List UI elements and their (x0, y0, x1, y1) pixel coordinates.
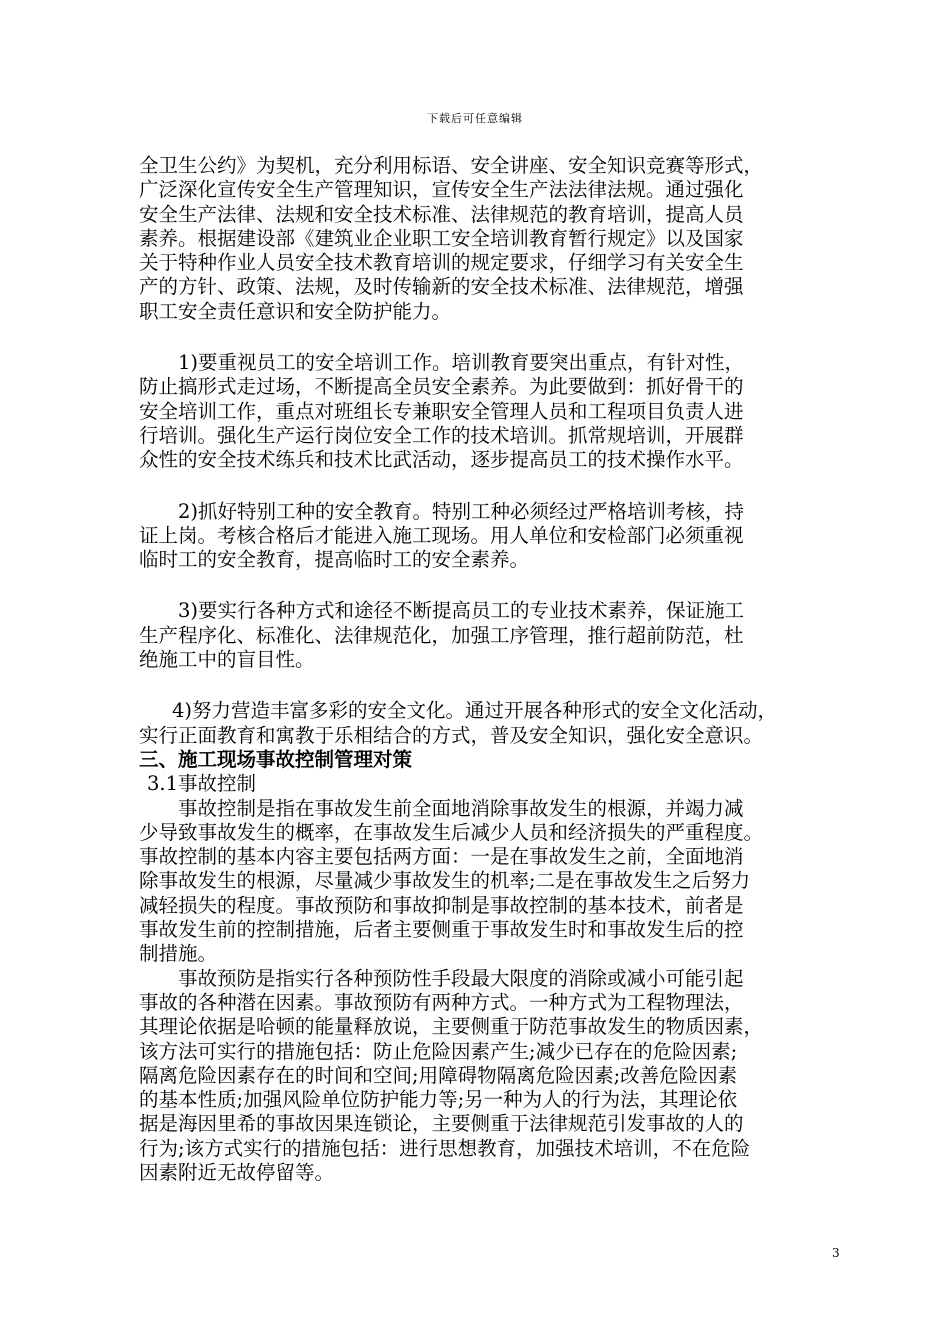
text-line: 事故发生前的控制措施，后者主要侧重于事故发生时和事故发生后的控 (139, 918, 744, 942)
paragraph-item-4 (139, 699, 855, 748)
text-line: 1)要重视员工的安全培训工作。培训教育要突出重点，有针对性， (178, 351, 745, 375)
paragraph-accident-control (139, 797, 855, 967)
text-line: 据是海因里希的事故因果连锁论，主要侧重于法律规范引发事故的人的 (139, 1112, 744, 1136)
text-line: 制措施。 (139, 942, 218, 966)
text-line: 4)努力营造丰富多彩的安全文化。通过开展各种形式的安全文化活动， (172, 699, 778, 723)
page-header: 下载后可任意编辑 (427, 112, 523, 125)
text-line: 职工安全责任意识和安全防护能力。 (139, 299, 452, 323)
text-line: 行培训。强化生产运行岗位安全工作的技术培训。抓常规培训，开展群 (139, 423, 744, 447)
text-line: 关于特种作业人员安全技术教育培训的规定要求，仔细学习有关安全生 (139, 251, 744, 275)
section-heading: 三、施工现场事故控制管理对策 (139, 747, 413, 771)
text-line: 生产程序化、标准化、法律规范化，加强工序管理，推行超前防范，杜 (139, 623, 744, 647)
text-line: 安全生产法律、法规和安全技术标准、法律规范的教育培训，提高人员 (139, 202, 744, 226)
text-line: 事故控制是指在事故发生前全面地消除事故发生的根源，并竭力减 (178, 796, 744, 820)
text-line: 该方法可实行的措施包括：防止危险因素产生;减少已存在的危险因素; (139, 1039, 738, 1063)
text-line: 2)抓好特别工种的安全教育。特别工种必须经过严格培训考核，持 (178, 499, 745, 523)
text-line: 证上岗。考核合格后才能进入施工现场。用人单位和安检部门必须重视 (139, 523, 744, 547)
text-line: 众性的安全技术练兵和技术比武活动，逐步提高员工的技术操作水平。 (139, 448, 744, 472)
text-line: 3)要实行各种方式和途径不断提高员工的专业技术素养，保证施工 (178, 599, 745, 623)
text-line: 安全培训工作，重点对班组长专兼职安全管理人员和工程项目负责人进 (139, 399, 744, 423)
text-line: 隔离危险因素存在的时间和空间;用障碍物隔离危险因素;改善危险因素 (139, 1063, 738, 1087)
text-line: 因素附近无故停留等。 (139, 1160, 335, 1184)
text-line: 的基本性质;加强风险单位防护能力等;另一种为人的行为法，其理论依 (139, 1088, 738, 1112)
paragraph-item-2 (139, 500, 855, 573)
text-line: 防止搞形式走过场，不断提高全员安全素养。为此要做到：抓好骨干的 (139, 375, 744, 399)
text-line: 全卫生公约》为契机，充分利用标语、安全讲座、安全知识竞赛等形式， (139, 154, 764, 177)
text-line: 其理论依据是哈顿的能量释放说，主要侧重于防范事故发生的物质因素， (139, 1015, 764, 1039)
subsection-heading: 3.1事故控制 (147, 772, 257, 796)
text-line: 产的方针、政策、法规，及时传输新的安全技术标准、法律规范，增强 (139, 275, 744, 299)
text-line: 减轻损失的程度。事故预防和事故抑制是事故控制的基本技术，前者是 (139, 893, 744, 917)
text-line: 广泛深化宣传安全生产管理知识，宣传安全生产法法律法规。通过强化 (139, 178, 744, 202)
text-line: 少导致事故发生的概率，在事故发生后减少人员和经济损失的严重程度。 (139, 820, 764, 844)
text-line: 行为;该方式实行的措施包括：进行思想教育，加强技术培训，不在危险 (139, 1136, 751, 1160)
text-line: 除事故发生的根源，尽量减少事故发生的机率;二是在事故发生之后努力 (139, 869, 751, 893)
paragraph-item-3 (139, 599, 855, 672)
text-line: 事故预防是指实行各种预防性手段最大限度的消除或减小可能引起 (178, 966, 744, 990)
text-line: 事故控制的基本内容主要包括两方面：一是在事故发生之前，全面地消 (139, 845, 744, 869)
paragraph-intro (139, 154, 855, 324)
document-body (139, 154, 855, 1185)
paragraph-accident-prevention (139, 967, 855, 1186)
text-line: 临时工的安全教育，提高临时工的安全素养。 (139, 548, 530, 572)
text-line: 实行正面教育和寓教于乐相结合的方式，普及安全知识，强化安全意识。 (139, 723, 764, 747)
paragraph-item-1 (139, 351, 855, 472)
text-line: 绝施工中的盲目性。 (139, 648, 315, 672)
page-number: 3 (832, 1246, 840, 1260)
text-line: 事故的各种潜在因素。事故预防有两种方式。一种方式为工程物理法， (139, 990, 744, 1014)
text-line: 素养。根据建设部《建筑业企业职工安全培训教育暂行规定》以及国家 (139, 226, 744, 250)
